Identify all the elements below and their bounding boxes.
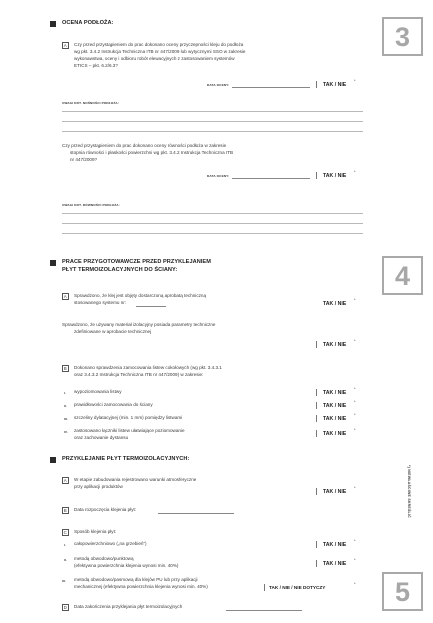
question-line: zdefiniowane w aprobacie technicznej [74, 329, 152, 334]
remarks-line[interactable] [62, 111, 363, 112]
remarks-line[interactable] [62, 213, 363, 214]
check-number: III. [64, 417, 69, 421]
item-letter-box: C [63, 530, 67, 535]
section-title: OCENA PODŁOŻA: [62, 20, 114, 26]
question-line: wg pkt. 3.4.2 Instrukcja Techniczna ITB nr 447/2009 lub wytycznymi SSO w zakresie [74, 49, 246, 54]
side-note: *) NIEWŁAŚCIWE SKREŚLIĆ [407, 465, 411, 518]
method-label: metodą obwodowo/pasmową dla klejów PU lub przy aplikacji [74, 577, 198, 582]
tak-nie-option[interactable]: TAK / NIE [323, 403, 347, 409]
question-line: stopnia równości i płaskości powierzchni wg pkt. 3.4.2 Instrukcja Techniczna ITB [70, 150, 234, 155]
method-label: (efektywna powierzchnia klejenia wynosi min. 40%) [74, 563, 179, 568]
item-letter-box: D [63, 605, 67, 610]
question-line: Czy przed przystąpieniem do prac dokonano oceny równości podłoża w zakresie [62, 143, 227, 148]
method-number: II. [64, 558, 68, 562]
footnote-star: * [354, 485, 356, 490]
date-field[interactable] [232, 87, 310, 88]
divider [316, 415, 317, 422]
footnote-star: * [354, 427, 356, 432]
step-number-box: 4 [382, 256, 423, 295]
divider [316, 341, 317, 348]
question-line: Data rozpoczęcia klejenia płyt: [74, 507, 137, 512]
check-label: zastosowano łączniki listew ułatwiające poziomowanie [74, 428, 185, 433]
question-line: Dokonano sprawdzenia zamocowania listew cokołowych (wg pkt. 3.4.3.1 [74, 365, 222, 370]
item-letter-box: A [63, 43, 67, 48]
question-line: Sposób klejenia płyt: [74, 529, 117, 534]
question-line: ETICS – pkt. 6.2/6.3? [74, 63, 118, 68]
question-line: Sprawdzono, że używany materiał izolacyjny posiada parametry techniczne [62, 322, 216, 327]
item-letter-box: A [63, 294, 67, 299]
check-number: I. [64, 391, 67, 395]
divider [316, 81, 317, 88]
question-line: Sprawdzono, że klej jest objęty dostarczoną aprobatą techniczną [74, 293, 207, 298]
footnote-star: * [354, 297, 356, 302]
footnote-star: * [354, 538, 356, 543]
footnote-star: * [354, 557, 356, 562]
question-line: W etapie zabudowania rejestrowano warunki atmosferyczne [74, 477, 197, 482]
tak-nie-option[interactable]: TAK / NIE [323, 82, 347, 88]
tak-nie-option[interactable]: TAK / NIE [323, 173, 347, 179]
question-line: oraz 3.4.3.2 Instrukcja Techniczna ITB nr 447/2009) w zakresie: [74, 372, 204, 377]
step-number-box: 3 [382, 17, 423, 56]
method-label: metodą obwodowo/punktową [74, 556, 134, 561]
end-date-field[interactable] [226, 610, 302, 611]
check-label: prawidłowości zamocowania do ściany [74, 402, 153, 407]
section-title: PŁYT TERMOIZOLACYJNYCH DO ŚCIANY: [62, 267, 178, 273]
footnote-star: * [354, 581, 356, 586]
divider [316, 430, 317, 437]
date-label: DATA OCENY: [207, 83, 230, 87]
remarks-line[interactable] [62, 233, 363, 234]
check-label: oraz zachowanie dystansu [74, 435, 129, 440]
question-line: Data zakończenia przyklejania płyt termoizolacyjnych [74, 604, 183, 609]
section-bullet [50, 21, 56, 27]
question-line: stosowanego systemu nr: [74, 300, 127, 305]
question-line: Czy przed przystąpieniem do prac dokonano oceny przyczepności kleju do podłoża [74, 42, 244, 47]
divider [316, 402, 317, 409]
approval-number-field[interactable] [136, 306, 166, 307]
check-label: szczeliny dylatacyjnej (min. 1 mm) pomiędzy listwami [74, 415, 183, 420]
tak-nie-option[interactable]: TAK / NIE [323, 416, 347, 422]
tak-nie-option[interactable]: TAK / NIE [323, 342, 347, 348]
method-label: całopowierzchniowo („na grzebień”) [74, 541, 147, 546]
tak-nie-option[interactable]: TAK / NIE [323, 390, 347, 396]
section-title: PRZYKLEJANIE PŁYT TERMOIZOLACYJNYCH: [62, 456, 190, 462]
divider [316, 541, 317, 548]
tak-nie-option[interactable]: TAK / NIE [323, 489, 347, 495]
item-letter-box: B [63, 366, 67, 371]
date-field[interactable] [232, 178, 310, 179]
question-line: wykonawstwa, oceny i odbioru robót elewacyjnych z zastosowaniem systemów [74, 56, 235, 61]
question-line: przy aplikacji produktów [74, 484, 123, 489]
item-letter-box: B [63, 508, 67, 513]
tak-nie-nie-dotyczy-option[interactable]: TAK / NIE / NIE DOTYCZY [269, 585, 326, 590]
footnote-star: * [354, 412, 356, 417]
section-title: PRACE PRZYGOTOWAWCZE PRZED PRZYKLEJANIEM [62, 259, 211, 265]
method-number: I. [64, 543, 67, 547]
footnote-star: * [354, 338, 356, 343]
footnote-star: * [354, 399, 356, 404]
remarks-label: UWAGI DOT. RÓWNOŚCI PODŁOŻA: [62, 203, 120, 207]
section-bullet [50, 457, 56, 463]
method-number: III. [62, 579, 67, 583]
footnote-star: * [354, 386, 356, 391]
check-label: wypoziomowania listwy [74, 389, 122, 394]
divider [316, 389, 317, 396]
section-bullet [50, 260, 56, 266]
divider [316, 488, 317, 495]
footnote-star: * [354, 78, 356, 83]
divider [316, 560, 317, 567]
method-label: mechanicznej (efektywna powierzchnia klejenia wynosi min. 40%) [74, 584, 208, 589]
tak-nie-option[interactable]: TAK / NIE [323, 431, 347, 437]
start-date-field[interactable] [158, 513, 234, 514]
remarks-line[interactable] [62, 223, 363, 224]
tak-nie-option[interactable]: TAK / NIE [323, 301, 347, 307]
tak-nie-option[interactable]: TAK / NIE [323, 542, 347, 548]
tak-nie-option[interactable]: TAK / NIE [323, 561, 347, 567]
footnote-star: * [354, 169, 356, 174]
step-number-box: 5 [382, 572, 423, 611]
question-line: nr 447/2009? [70, 157, 98, 162]
remarks-line[interactable] [62, 121, 363, 122]
divider [316, 172, 317, 179]
remarks-label: UWAGI DOT. NOŚNOŚCI PODŁOŻA: [62, 101, 119, 105]
remarks-line[interactable] [62, 131, 363, 132]
date-label: DATA OCENY: [207, 174, 230, 178]
divider [264, 584, 265, 591]
item-letter-box: A [63, 478, 67, 483]
check-number: IV. [64, 430, 68, 434]
check-number: II. [64, 404, 68, 408]
